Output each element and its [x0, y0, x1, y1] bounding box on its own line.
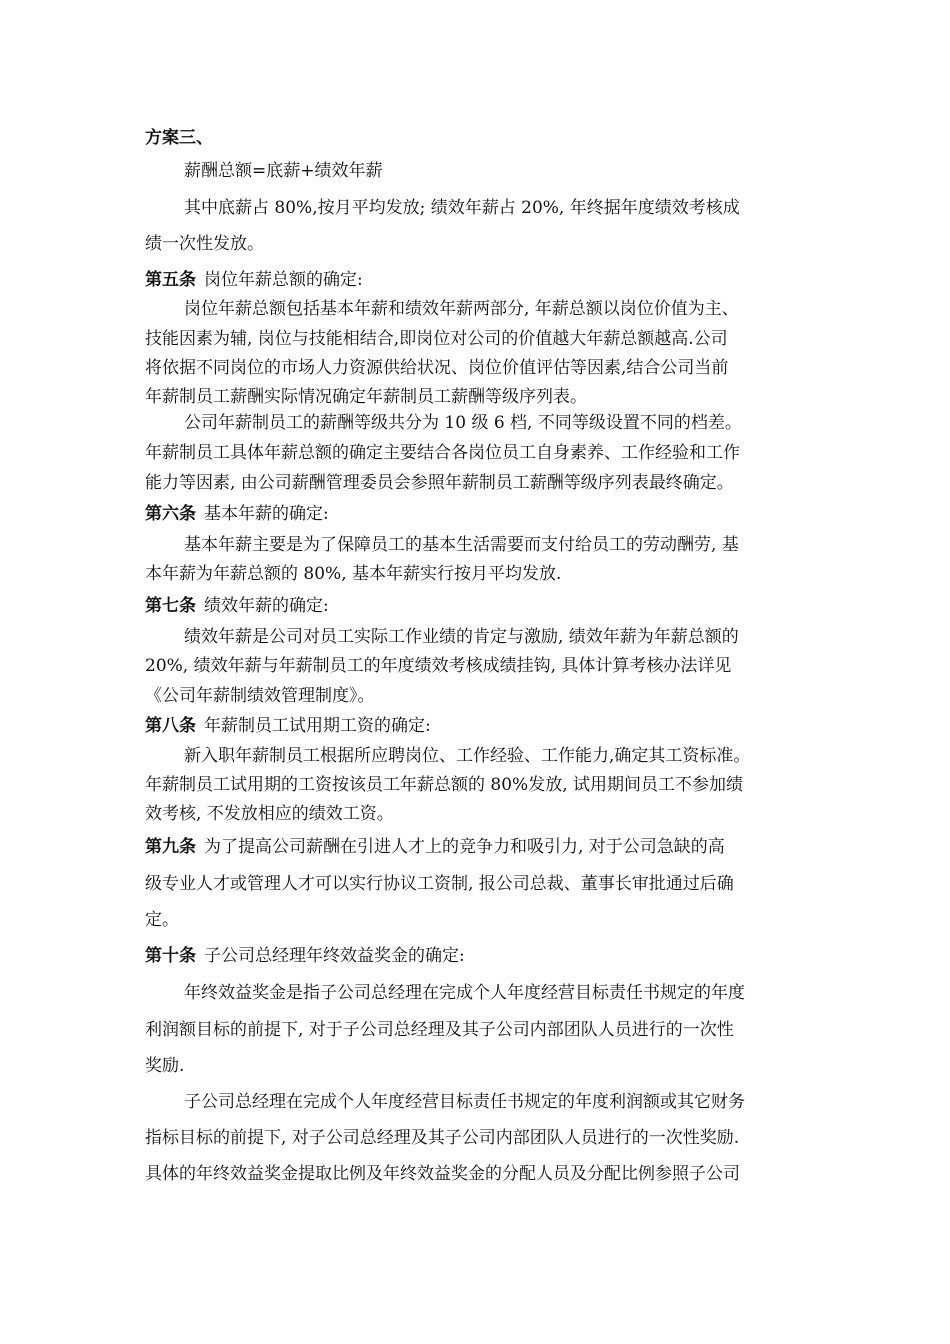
article-5-text-line: 技能因素为辅, 岗位与技能相结合,即岗位对公司的价值越大年薪总额越高.公司 [145, 329, 728, 349]
article-10-text-line: 指标目标的前提下, 对子公司总经理及其子公司内部团队人员进行的一次性奖励. [145, 1128, 740, 1148]
plan3-desc-line-1: 其中底薪占 80%,按月平均发放; 绩效年薪占 20%, 年终据年度绩效考核成 [184, 198, 740, 218]
article-5-text-line: 将依据不同岗位的市场人力资源供给状况、岗位价值评估等因素,结合公司当前 [145, 358, 729, 378]
article-5-text-line: 公司年薪制员工的薪酬等级共分为 10 级 6 档, 不同等级设置不同的档差。 [184, 413, 742, 433]
article-9-text-line: 定。 [145, 910, 179, 930]
article-8-title: 年薪制员工试用期工资的确定: [204, 716, 431, 736]
article-7-text-line: 20%, 绩效年薪与年薪制员工的年度绩效考核成绩挂钩, 具体计算考核办法详见 [145, 656, 732, 676]
article-10-text-line: 利润额目标的前提下, 对于子公司总经理及其子公司内部团队人员进行的一次性 [145, 1020, 734, 1040]
article-5-title: 岗位年薪总额的确定: [204, 270, 363, 290]
article-8-heading [145, 715, 825, 737]
article-7-text-line: 《公司年薪制绩效管理制度》。 [145, 686, 375, 706]
article-9-heading [145, 836, 825, 858]
article-9-text-line: 级专业人才或管理人才可以实行协议工资制, 报公司总裁、董事长审批通过后确 [145, 874, 734, 894]
article-5-label: 第五条 [145, 270, 196, 290]
salary-formula: 薪酬总额=底薪+绩效年薪 [184, 161, 383, 181]
article-10-label: 第十条 [145, 946, 196, 966]
article-7-heading [145, 595, 825, 617]
article-10-text-line: 具体的年终效益奖金提取比例及年终效益奖金的分配人员及分配比例参照子公司 [145, 1164, 740, 1184]
article-8-text-line: 效考核, 不发放相应的绩效工资。 [145, 804, 394, 824]
article-10-text-line: 奖励. [145, 1056, 185, 1076]
article-10-text-line: 子公司总经理在完成个人年度经营目标责任书规定的年度利润额或其它财务 [184, 1092, 745, 1112]
article-5-heading [145, 269, 825, 291]
article-10-text-line: 年终效益奖金是指子公司总经理在完成个人年度经营目标责任书规定的年度 [184, 983, 745, 1003]
article-5-text-line: 年薪制员工薪酬实际情况确定年薪制员工薪酬等级序列表。 [145, 387, 587, 407]
article-6-title: 基本年薪的确定: [204, 504, 329, 524]
article-8-text-line: 新入职年薪制员工根据所应聘岗位、工作经验、工作能力,确定其工资标准。 [184, 746, 751, 766]
article-10-heading [145, 945, 825, 967]
article-5-text-line: 年薪制员工具体年薪总额的确定主要结合各岗位员工自身素养、工作经验和工作 [145, 443, 740, 463]
article-5-text-line: 岗位年薪总额包括基本年薪和绩效年薪两部分, 年薪总额以岗位价值为主、 [184, 299, 739, 319]
article-7-text-line: 绩效年薪是公司对员工实际工作业绩的肯定与激励, 绩效年薪为年薪总额的 [184, 627, 739, 647]
plan3-desc-line-2: 绩一次性发放。 [145, 234, 264, 254]
article-9-label: 第九条 [145, 837, 196, 857]
article-6-text-line: 本年薪为年薪总额的 80%, 基本年薪实行按月平均发放. [145, 564, 562, 584]
article-10-title: 子公司总经理年终效益奖金的确定: [204, 946, 465, 966]
article-8-text-line: 年薪制员工试用期的工资按该员工年薪总额的 80%发放, 试用期间员工不参加绩 [145, 775, 743, 795]
article-7-title: 绩效年薪的确定: [204, 596, 329, 616]
article-6-label: 第六条 [145, 504, 196, 524]
article-9-text-line: 为了提高公司薪酬在引进人才上的竞争力和吸引力, 对于公司急缺的高 [204, 837, 725, 857]
article-7-label: 第七条 [145, 596, 196, 616]
article-6-text-line: 基本年薪主要是为了保障员工的基本生活需要而支付给员工的劳动酬劳, 基 [184, 535, 739, 555]
article-5-text-line: 能力等因素, 由公司薪酬管理委员会参照年薪制员工薪酬等级序列表最终确定。 [145, 473, 734, 493]
plan3-heading: 方案三、 [145, 128, 213, 148]
article-8-label: 第八条 [145, 716, 196, 736]
article-6-heading [145, 503, 825, 525]
